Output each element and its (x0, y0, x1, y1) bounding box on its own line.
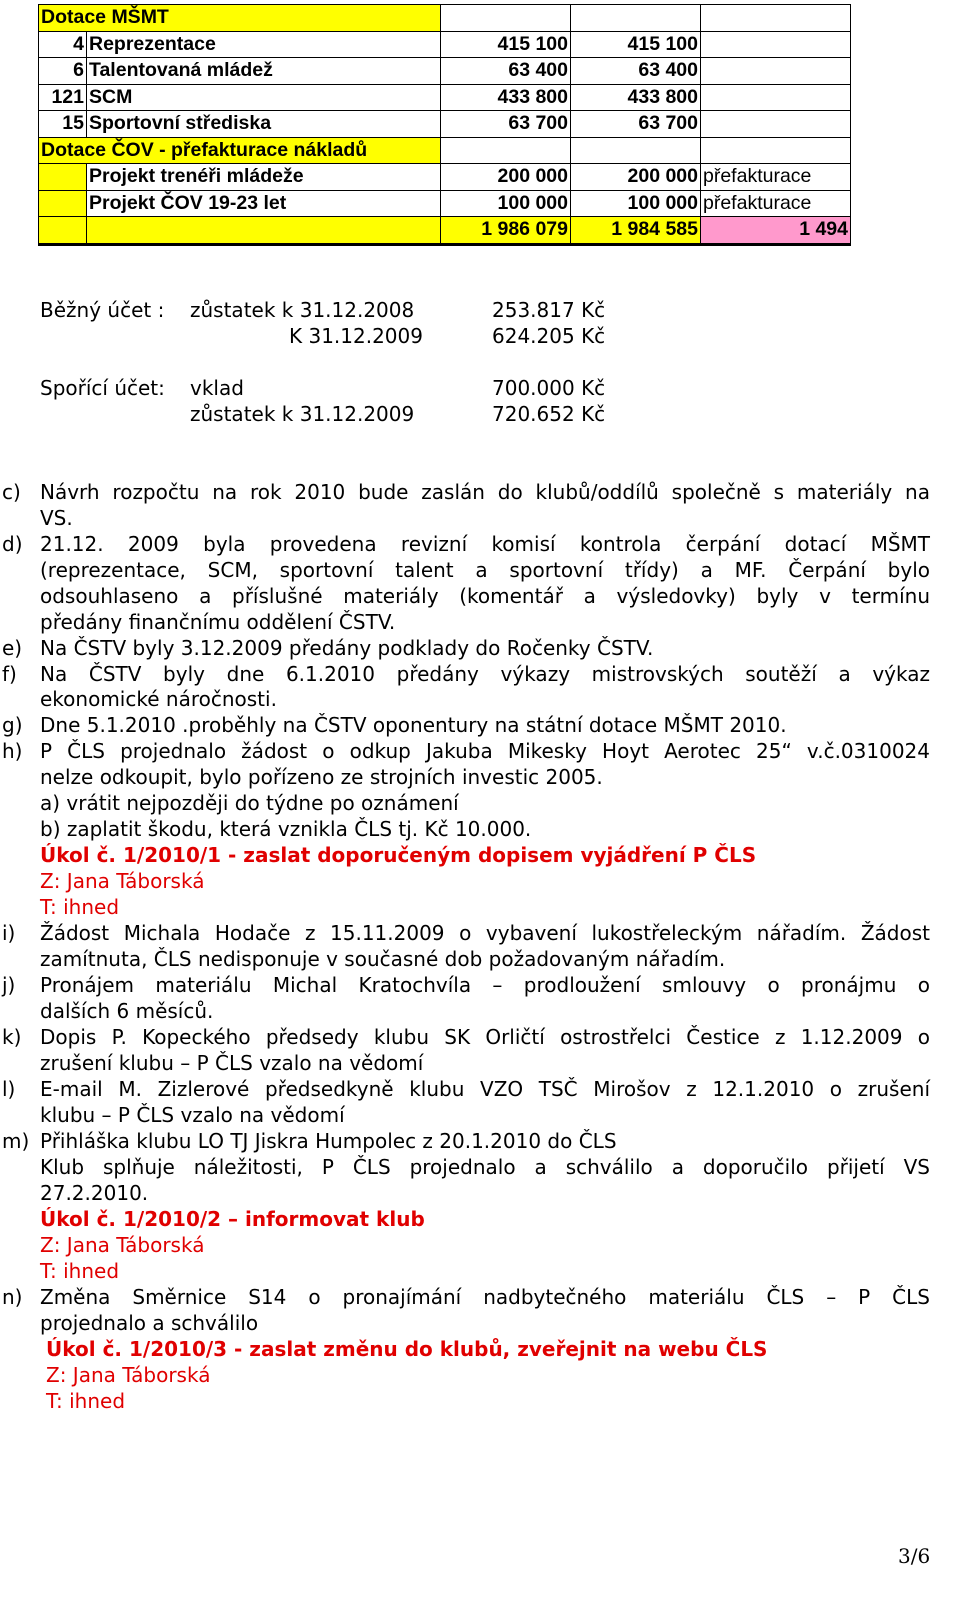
item-line: Klub splňuje náležitosti, P ČLS projednalo a schválilo a doporučilo přijetí VS (40, 1155, 930, 1179)
item-line: VS. (40, 506, 73, 530)
table-row-header-cov (39, 137, 851, 164)
table-section-header: Dotace ČOV - přefakturace nákladů (39, 137, 441, 164)
row-value-1: 415 100 (441, 31, 571, 58)
row-value-2: 200 000 (571, 164, 701, 191)
item-line: odsouhlaseno a příslušné materiály (komentář a výsledovky) byly v termínu (40, 584, 930, 608)
row-value-1: 200 000 (441, 164, 571, 191)
item-label: i) (2, 921, 16, 945)
item-line: nelze odkoupit, bylo pořízeno ze strojních investic 2005. (40, 765, 603, 789)
row-name: Reprezentace (87, 31, 441, 58)
task-3-responsible: Z: Jana Táborská (46, 1363, 211, 1387)
item-line: (reprezentace, SCM, sportovní talent a sportovní třídy) a MF. Čerpání bylo (40, 558, 930, 582)
table-row (39, 84, 851, 111)
item-label: j) (2, 973, 16, 997)
task-2-deadline: T: ihned (40, 1259, 120, 1283)
item-line: projednalo a schválilo (40, 1311, 259, 1335)
current-account-balance-2008-value: 253.817 Kč (492, 298, 606, 322)
task-2-responsible: Z: Jana Táborská (40, 1233, 205, 1257)
savings-balance-value: 720.652 Kč (492, 402, 606, 426)
item-label: m) (2, 1129, 30, 1153)
row-value-1: 433 800 (441, 84, 571, 111)
total-value-2: 1 984 585 (571, 217, 701, 245)
savings-account-label: Spořící účet: (40, 376, 165, 400)
subsidy-table (38, 4, 851, 246)
item-line: Přihláška klubu LO TJ Jiskra Humpolec z 20.1.2010 do ČLS (40, 1129, 617, 1153)
item-label: f) (2, 662, 17, 686)
item-label: h) (2, 739, 23, 763)
row-name: Talentovaná mládež (87, 58, 441, 85)
total-difference: 1 494 (701, 217, 851, 245)
item-line: E-mail M. Zizlerové předsedkyně klubu VZO TSČ Mirošov z 12.1.2010 o zrušení (40, 1077, 930, 1101)
row-note: přefakturace (701, 164, 851, 191)
table-row (39, 31, 851, 58)
page-number: 3/6 (898, 1544, 931, 1568)
row-code: 6 (39, 58, 87, 85)
item-line: Dopis P. Kopeckého předsedy klubu SK Orličtí ostrostřelci Čestice z 1.12.2009 o (40, 1025, 930, 1049)
table-row-header-msmt (39, 5, 851, 32)
savings-deposit-value: 700.000 Kč (492, 376, 606, 400)
table-row-total (39, 217, 851, 245)
item-line: zamítnuta, ČLS nedisponuje v současné dob požadovaným nářadím. (40, 947, 726, 971)
current-account-balance-2009-value: 624.205 Kč (492, 324, 606, 348)
task-1-deadline: T: ihned (40, 895, 120, 919)
current-account-balance-2008-label: zůstatek k 31.12.2008 (190, 298, 415, 322)
row-value-2: 63 700 (571, 111, 701, 138)
task-1: Úkol č. 1/2010/1 - zaslat doporučeným dopisem vyjádření P ČLS (40, 843, 757, 867)
row-name: SCM (87, 84, 441, 111)
item-line: Na ČSTV byly dne 6.1.2010 předány výkazy mistrovských soutěží a výkaz (40, 662, 930, 686)
row-name: Sportovní střediska (87, 111, 441, 138)
item-label: k) (2, 1025, 22, 1049)
table-row (39, 58, 851, 85)
item-label: g) (2, 713, 23, 737)
item-line: předány finančnímu oddělení ČSTV. (40, 610, 396, 634)
table-row (39, 190, 851, 217)
item-line: Dne 5.1.2010 .proběhly na ČSTV oponentury na státní dotace MŠMT 2010. (40, 713, 787, 737)
row-value-2: 433 800 (571, 84, 701, 111)
item-line: Návrh rozpočtu na rok 2010 bude zaslán do klubů/oddílů společně s materiály na (40, 480, 930, 504)
task-2: Úkol č. 1/2010/2 – informovat klub (40, 1207, 425, 1231)
row-code: 15 (39, 111, 87, 138)
task-1-responsible: Z: Jana Táborská (40, 869, 205, 893)
total-value-1: 1 986 079 (441, 217, 571, 245)
current-account-balance-2009-label: K 31.12.2009 (289, 324, 423, 348)
row-value-2: 415 100 (571, 31, 701, 58)
item-label: d) (2, 532, 23, 556)
item-line: Pronájem materiálu Michal Kratochvíla – prodloužení smlouvy o pronájmu o (40, 973, 930, 997)
row-value-1: 100 000 (441, 190, 571, 217)
item-line: klubu – P ČLS vzalo na vědomí (40, 1103, 345, 1127)
savings-deposit-label: vklad (190, 376, 244, 400)
row-code: 4 (39, 31, 87, 58)
item-line: Žádost Michala Hodače z 15.11.2009 o vybavení lukostřeleckým nářadím. Žádost (40, 921, 930, 945)
row-note: přefakturace (701, 190, 851, 217)
row-value-2: 63 400 (571, 58, 701, 85)
item-label: c) (2, 480, 21, 504)
item-line: P ČLS projednalo žádost o odkup Jakuba Mikesky Hoyt Aerotec 25“ v.č.0310024 (40, 739, 930, 763)
table-row (39, 164, 851, 191)
row-value-2: 100 000 (571, 190, 701, 217)
table-row (39, 111, 851, 138)
item-label: e) (2, 636, 23, 660)
task-3-deadline: T: ihned (46, 1389, 126, 1413)
item-line: 27.2.2010. (40, 1181, 149, 1205)
row-value-1: 63 400 (441, 58, 571, 85)
current-account-label: Běžný účet : (40, 298, 165, 322)
item-line: b) zaplatit škodu, která vznikla ČLS tj. Kč 10.000. (40, 817, 532, 841)
savings-balance-label: zůstatek k 31.12.2009 (190, 402, 415, 426)
item-label: n) (2, 1285, 23, 1309)
item-line: 21.12. 2009 byla provedena revizní komisí kontrola čerpání dotací MŠMT (40, 532, 930, 556)
item-line: zrušení klubu – P ČLS vzalo na vědomí (40, 1051, 424, 1075)
row-value-1: 63 700 (441, 111, 571, 138)
table-section-header: Dotace MŠMT (39, 5, 441, 32)
row-code: 121 (39, 84, 87, 111)
item-line: Změna Směrnice S14 o pronajímání nadbytečného materiálu ČLS – P ČLS (40, 1285, 930, 1309)
row-name: Projekt ČOV 19-23 let (87, 190, 441, 217)
item-line: a) vrátit nejpozději do týdne po oznámení (40, 791, 459, 815)
row-name: Projekt trenéři mládeže (87, 164, 441, 191)
item-label: l) (2, 1077, 16, 1101)
item-line: ekonomické náročnosti. (40, 687, 277, 711)
item-line: dalších 6 měsíců. (40, 999, 214, 1023)
task-3: Úkol č. 1/2010/3 - zaslat změnu do klubů, zveřejnit na webu ČLS (46, 1337, 768, 1361)
item-line: Na ČSTV byly 3.12.2009 předány podklady do Ročenky ČSTV. (40, 636, 654, 660)
